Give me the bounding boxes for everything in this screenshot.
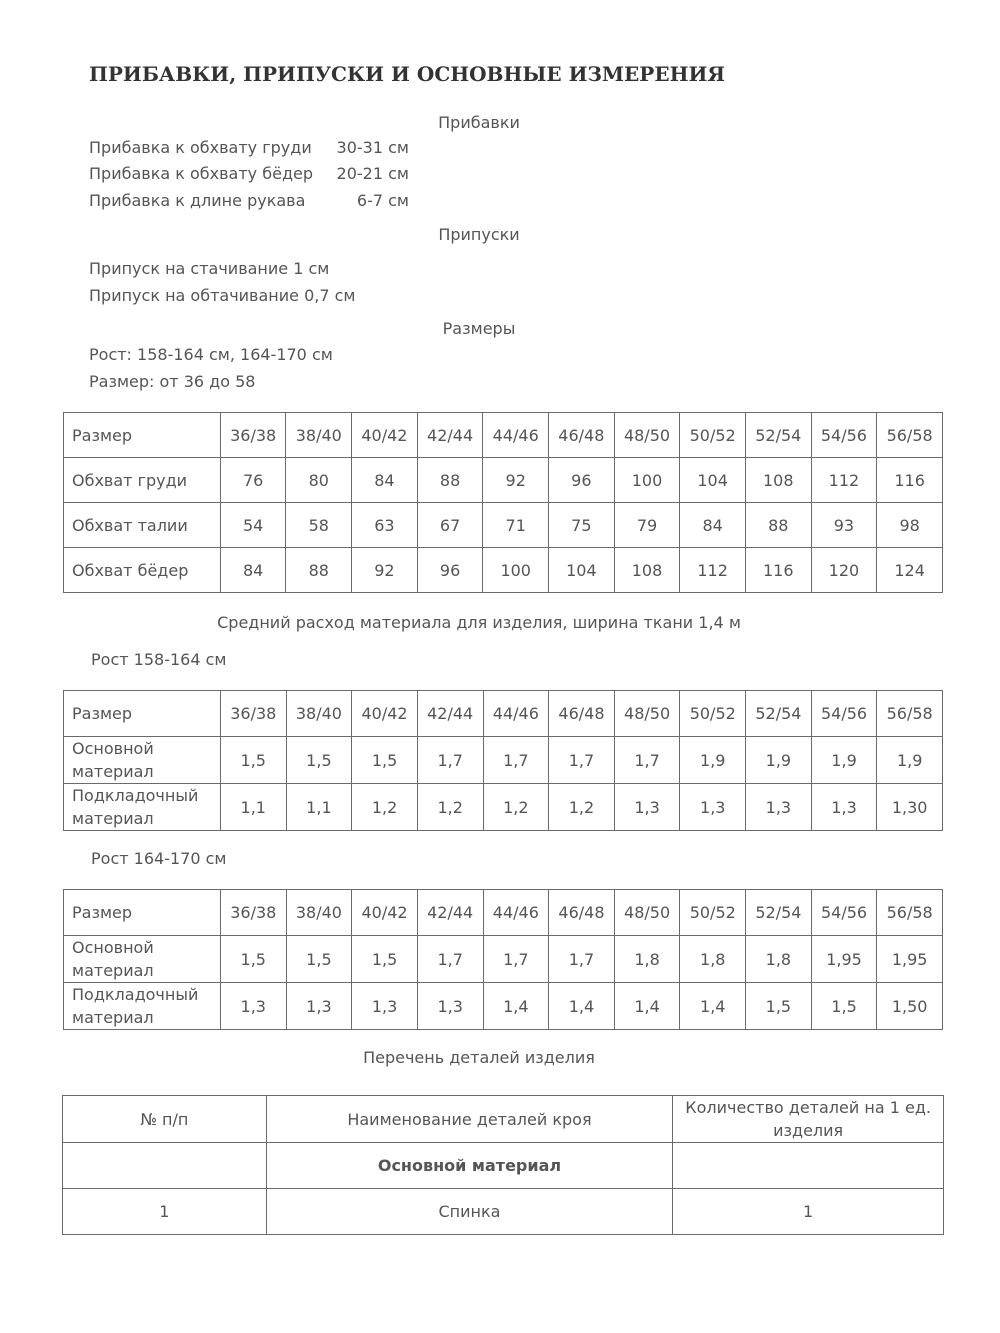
size-header: 40/42 bbox=[352, 890, 418, 936]
size-header: 56/58 bbox=[877, 691, 943, 737]
table-cell: 1,95 bbox=[811, 936, 877, 983]
row-label: Обхват груди bbox=[64, 458, 221, 503]
size-header: 38/40 bbox=[286, 691, 352, 737]
size-header: 42/44 bbox=[417, 691, 483, 737]
consumption-heading: Средний расход материала для изделия, ширина ткани 1,4 м bbox=[217, 613, 741, 632]
table-cell: 96 bbox=[417, 548, 483, 593]
table-header-label: Размер bbox=[64, 890, 221, 936]
table-row bbox=[64, 784, 943, 831]
page-title: ПРИБАВКИ, ПРИПУСКИ И ОСНОВНЫЕ ИЗМЕРЕНИЯ bbox=[89, 62, 726, 86]
table-cell: 63 bbox=[352, 503, 418, 548]
table-cell: 108 bbox=[614, 548, 680, 593]
consumption-group1-label: Рост 158-164 см bbox=[91, 650, 227, 669]
details-header-number: № п/п bbox=[63, 1096, 267, 1143]
table-cell: 67 bbox=[417, 503, 483, 548]
row-label: Подкладочный материал bbox=[64, 784, 221, 831]
table-row bbox=[64, 737, 943, 784]
table-cell: 1,4 bbox=[549, 983, 615, 1030]
table-cell: 100 bbox=[483, 548, 549, 593]
table-cell: 1,4 bbox=[483, 983, 549, 1030]
table-cell: 58 bbox=[286, 503, 352, 548]
size-header: 54/56 bbox=[811, 890, 877, 936]
table-cell: 88 bbox=[417, 458, 483, 503]
allowance-chest-label: Прибавка к обхвату груди bbox=[89, 138, 312, 157]
size-header: 54/56 bbox=[811, 413, 877, 458]
table-cell: 75 bbox=[549, 503, 615, 548]
size-header: 46/48 bbox=[549, 890, 615, 936]
table-cell: 1,5 bbox=[746, 983, 812, 1030]
table-header-row bbox=[64, 691, 943, 737]
table-cell: 112 bbox=[680, 548, 746, 593]
row-label: Основной материал bbox=[64, 737, 221, 784]
allowance-chest-value: 30-31 см bbox=[336, 138, 409, 157]
table-cell: 1,7 bbox=[417, 936, 483, 983]
allowances-heading: Прибавки bbox=[438, 113, 520, 132]
consumption-group2-label: Рост 164-170 см bbox=[91, 849, 227, 868]
details-section-row bbox=[63, 1143, 944, 1189]
table-cell: 1,8 bbox=[680, 936, 746, 983]
table-cell: 108 bbox=[745, 458, 811, 503]
table-cell: 1,4 bbox=[680, 983, 746, 1030]
row-label: Обхват бёдер bbox=[64, 548, 221, 593]
sizes-height: Рост: 158-164 см, 164-170 см bbox=[89, 345, 333, 364]
size-header: 44/46 bbox=[483, 890, 549, 936]
table-cell: 1,9 bbox=[811, 737, 877, 784]
table-cell: 1,9 bbox=[680, 737, 746, 784]
size-header: 50/52 bbox=[680, 890, 746, 936]
table-header-row bbox=[64, 413, 943, 458]
details-cell-name: Спинка bbox=[266, 1189, 673, 1235]
table-cell: 1,7 bbox=[483, 936, 549, 983]
table-cell: 96 bbox=[549, 458, 615, 503]
table-cell: 71 bbox=[483, 503, 549, 548]
allowance-sleeve-value: 6-7 см bbox=[356, 191, 409, 210]
table-cell: 1,3 bbox=[614, 784, 680, 831]
table-cell: 1,8 bbox=[614, 936, 680, 983]
details-heading: Перечень деталей изделия bbox=[363, 1048, 595, 1067]
size-header: 48/50 bbox=[614, 691, 680, 737]
allowance-hips-value: 20-21 см bbox=[336, 164, 409, 183]
table-cell: 1,3 bbox=[811, 784, 877, 831]
details-section-label: Основной материал bbox=[266, 1143, 673, 1189]
table-cell: 80 bbox=[286, 458, 352, 503]
size-header: 52/54 bbox=[746, 890, 812, 936]
size-header: 52/54 bbox=[745, 413, 811, 458]
table-cell: 1,9 bbox=[877, 737, 943, 784]
table-cell: 84 bbox=[220, 548, 286, 593]
table-cell: 1,5 bbox=[352, 936, 418, 983]
table-row bbox=[64, 548, 943, 593]
consumption-table-158 bbox=[63, 690, 943, 831]
table-cell: 1,5 bbox=[286, 737, 352, 784]
table-cell: 76 bbox=[220, 458, 286, 503]
table-cell: 104 bbox=[680, 458, 746, 503]
size-header: 54/56 bbox=[811, 691, 877, 737]
size-header: 56/58 bbox=[877, 413, 943, 458]
table-cell: 1,5 bbox=[220, 737, 286, 784]
table-cell: 98 bbox=[877, 503, 943, 548]
allowance-hips-label: Прибавка к обхвату бёдер bbox=[89, 164, 313, 183]
size-header: 46/48 bbox=[549, 413, 615, 458]
size-header: 38/40 bbox=[286, 413, 352, 458]
allowance-sleeve-label: Прибавка к длине рукава bbox=[89, 191, 306, 210]
table-cell: 88 bbox=[745, 503, 811, 548]
table-cell: 1,95 bbox=[877, 936, 943, 983]
table-cell: 1,30 bbox=[877, 784, 943, 831]
sizes-range: Размер: от 36 до 58 bbox=[89, 372, 256, 391]
table-cell: 1,3 bbox=[680, 784, 746, 831]
table-cell: 1,1 bbox=[286, 784, 352, 831]
table-row bbox=[64, 983, 943, 1030]
table-cell: 1,2 bbox=[352, 784, 418, 831]
seam-facing: Припуск на обтачивание 0,7 см bbox=[89, 286, 356, 305]
details-header-row bbox=[63, 1096, 944, 1143]
size-header: 38/40 bbox=[286, 890, 352, 936]
table-header-label: Размер bbox=[64, 691, 221, 737]
row-label: Основной материал bbox=[64, 936, 221, 983]
size-header: 48/50 bbox=[614, 890, 680, 936]
table-cell: 1,3 bbox=[746, 784, 812, 831]
table-cell: 116 bbox=[877, 458, 943, 503]
size-header: 50/52 bbox=[680, 413, 746, 458]
details-header-name: Наименование деталей кроя bbox=[266, 1096, 673, 1143]
table-cell: 1,4 bbox=[614, 983, 680, 1030]
table-cell: 93 bbox=[811, 503, 877, 548]
table-cell: 88 bbox=[286, 548, 352, 593]
table-row bbox=[64, 503, 943, 548]
table-cell: 1,7 bbox=[549, 936, 615, 983]
table-cell: 1,3 bbox=[220, 983, 286, 1030]
table-cell: 1,5 bbox=[811, 983, 877, 1030]
table-cell: 1,50 bbox=[877, 983, 943, 1030]
size-header: 40/42 bbox=[352, 413, 418, 458]
table-cell: 1,3 bbox=[417, 983, 483, 1030]
table-cell: 112 bbox=[811, 458, 877, 503]
details-cell-number: 1 bbox=[63, 1189, 267, 1235]
table-cell: 1,2 bbox=[483, 784, 549, 831]
consumption-table-164 bbox=[63, 889, 943, 1030]
table-cell: 120 bbox=[811, 548, 877, 593]
table-row bbox=[64, 458, 943, 503]
size-header: 52/54 bbox=[746, 691, 812, 737]
size-header: 48/50 bbox=[614, 413, 680, 458]
table-cell: 1,7 bbox=[417, 737, 483, 784]
size-header: 36/38 bbox=[220, 890, 286, 936]
table-row bbox=[63, 1189, 944, 1235]
size-header: 44/46 bbox=[483, 691, 549, 737]
size-header: 36/38 bbox=[220, 413, 286, 458]
table-cell: 92 bbox=[483, 458, 549, 503]
table-cell: 1,5 bbox=[220, 936, 286, 983]
measurements-table bbox=[63, 412, 943, 593]
table-cell: 1,3 bbox=[352, 983, 418, 1030]
size-header: 46/48 bbox=[549, 691, 615, 737]
row-label: Подкладочный материал bbox=[64, 983, 221, 1030]
size-header: 42/44 bbox=[417, 413, 483, 458]
details-header-quantity: Количество деталей на 1 ед. изделия bbox=[673, 1096, 944, 1143]
table-cell: 1,1 bbox=[220, 784, 286, 831]
details-table bbox=[62, 1095, 944, 1235]
table-cell: 1,2 bbox=[417, 784, 483, 831]
table-cell: 116 bbox=[745, 548, 811, 593]
table-cell: 1,7 bbox=[614, 737, 680, 784]
size-header: 42/44 bbox=[417, 890, 483, 936]
table-cell: 84 bbox=[680, 503, 746, 548]
size-header: 40/42 bbox=[352, 691, 418, 737]
table-cell: 1,8 bbox=[746, 936, 812, 983]
table-cell: 79 bbox=[614, 503, 680, 548]
table-cell: 100 bbox=[614, 458, 680, 503]
row-label: Обхват талии bbox=[64, 503, 221, 548]
table-cell: 104 bbox=[549, 548, 615, 593]
table-cell: 124 bbox=[877, 548, 943, 593]
table-header-row bbox=[64, 890, 943, 936]
size-header: 44/46 bbox=[483, 413, 549, 458]
table-cell: 1,5 bbox=[352, 737, 418, 784]
table-cell: 1,2 bbox=[549, 784, 615, 831]
table-cell: 1,3 bbox=[286, 983, 352, 1030]
table-header-label: Размер bbox=[64, 413, 221, 458]
seams-heading: Припуски bbox=[438, 225, 520, 244]
table-cell: 1,9 bbox=[746, 737, 812, 784]
seam-stitching: Припуск на стачивание 1 см bbox=[89, 259, 330, 278]
table-cell: 1,7 bbox=[483, 737, 549, 784]
table-cell: 54 bbox=[220, 503, 286, 548]
table-row bbox=[64, 936, 943, 983]
size-header: 36/38 bbox=[220, 691, 286, 737]
details-cell-quantity: 1 bbox=[673, 1189, 944, 1235]
table-cell: 1,7 bbox=[549, 737, 615, 784]
size-header: 50/52 bbox=[680, 691, 746, 737]
table-cell: 84 bbox=[352, 458, 418, 503]
sizes-heading: Размеры bbox=[442, 319, 516, 338]
table-cell: 92 bbox=[352, 548, 418, 593]
size-header: 56/58 bbox=[877, 890, 943, 936]
table-cell: 1,5 bbox=[286, 936, 352, 983]
